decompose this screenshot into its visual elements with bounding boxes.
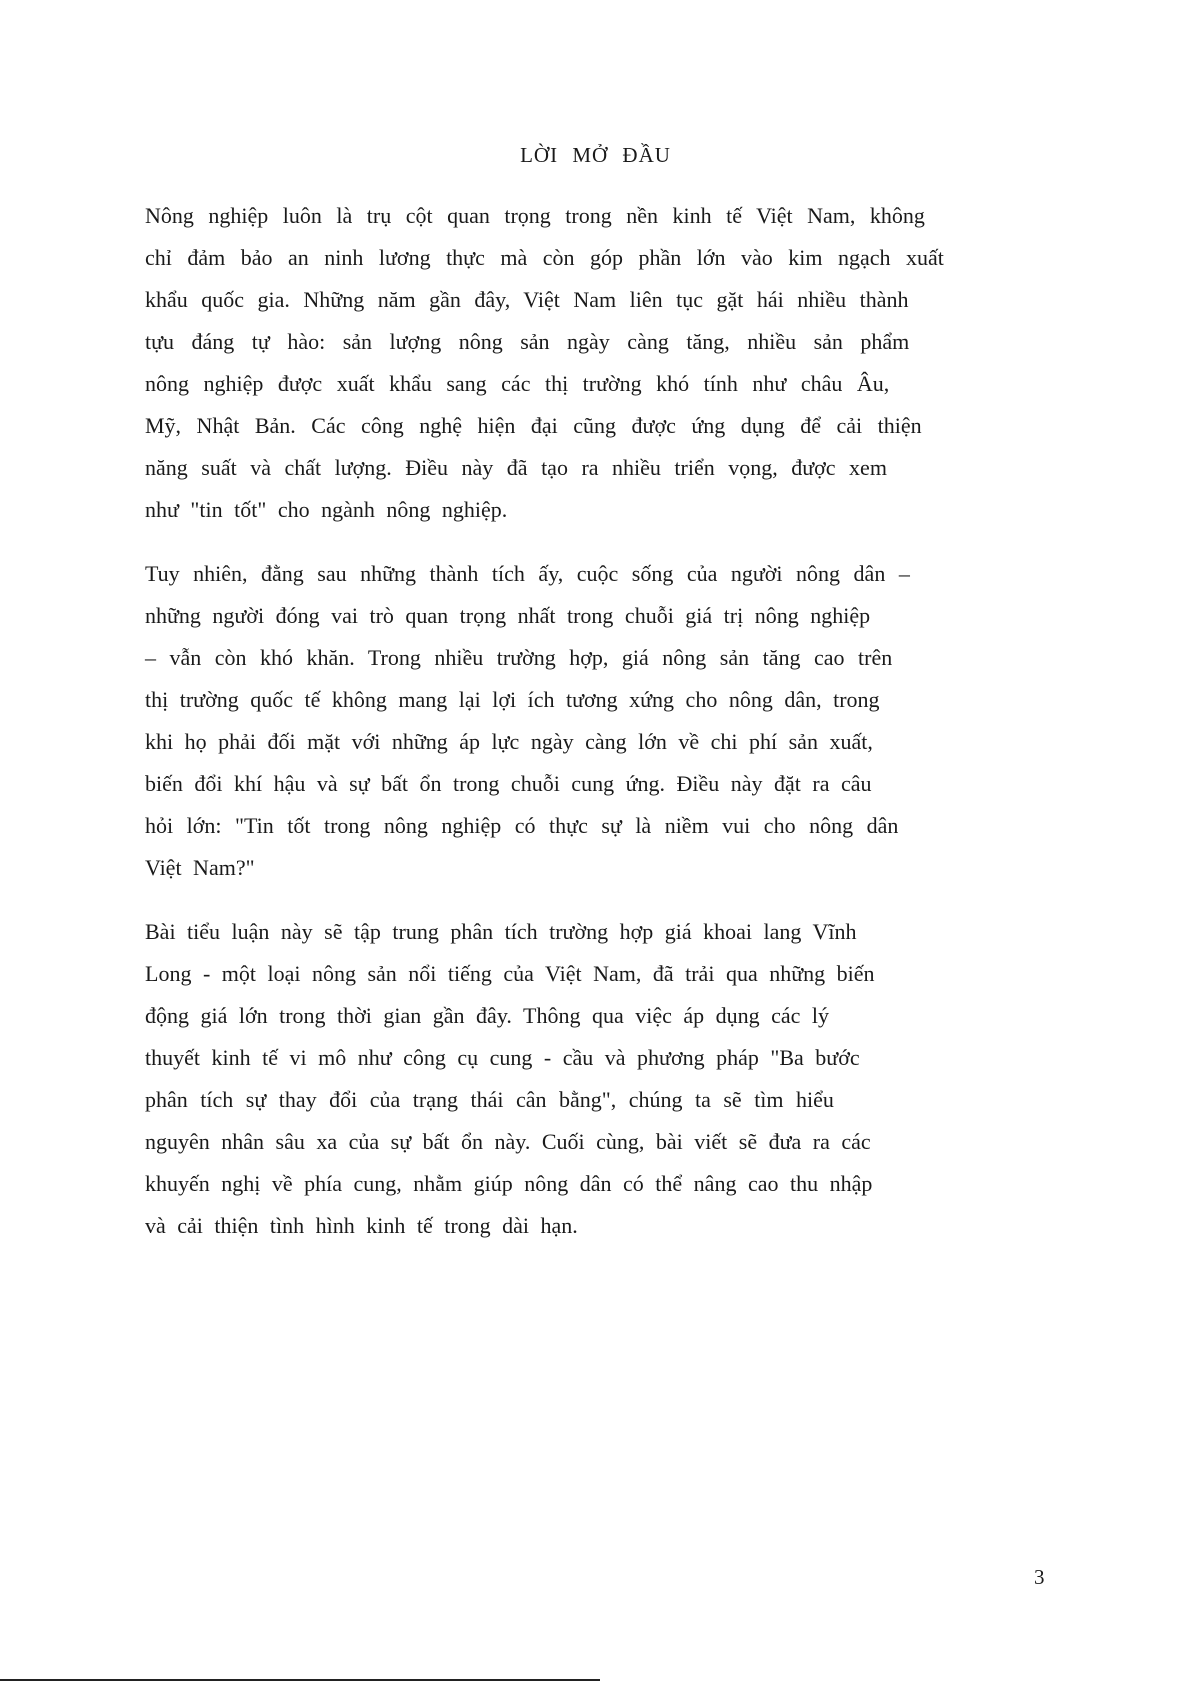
paragraph-line: – vẫn còn khó khăn. Trong nhiều trường hợp, giá nông sản tăng cao trên: [145, 645, 893, 670]
paragraph-line: khuyến nghị về phía cung, nhằm giúp nông dân có thể nâng cao thu nhập: [145, 1171, 873, 1196]
paragraph-line: biến đổi khí hậu và sự bất ổn trong chuỗi cung ứng. Điều này đặt ra câu: [145, 771, 872, 796]
paragraph-line: Tuy nhiên, đằng sau những thành tích ấy, cuộc sống của người nông dân –: [145, 561, 910, 586]
page-title: LỜI MỞ ĐẦU: [520, 143, 671, 167]
paragraph-line: Việt Nam?": [145, 855, 255, 880]
paragraph-line: Long - một loại nông sản nổi tiếng của Việt Nam, đã trải qua những biến: [145, 961, 875, 986]
paragraph-line: hỏi lớn: "Tin tốt trong nông nghiệp có thực sự là niềm vui cho nông dân: [145, 813, 899, 838]
paragraph-line: năng suất và chất lượng. Điều này đã tạo ra nhiều triển vọng, được xem: [145, 455, 887, 480]
paragraph-line: tựu đáng tự hào: sản lượng nông sản ngày càng tăng, nhiều sản phẩm: [145, 329, 910, 354]
paragraph-line: khẩu quốc gia. Những năm gần đây, Việt Nam liên tục gặt hái nhiều thành: [145, 287, 909, 312]
paragraph-line: những người đóng vai trò quan trọng nhất trong chuỗi giá trị nông nghiệp: [145, 603, 871, 628]
paragraph-line: phân tích sự thay đổi của trạng thái cân bằng", chúng ta sẽ tìm hiểu: [145, 1087, 834, 1112]
paragraph-line: và cải thiện tình hình kinh tế trong dài hạn.: [145, 1213, 578, 1238]
paragraph-line: thị trường quốc tế không mang lại lợi ích tương xứng cho nông dân, trong: [145, 687, 880, 712]
paragraph-line: động giá lớn trong thời gian gần đây. Thông qua việc áp dụng các lý: [145, 1003, 830, 1028]
paragraph-line: thuyết kinh tế vi mô như công cụ cung - cầu và phương pháp "Ba bước: [145, 1045, 860, 1070]
paragraph-line: chỉ đảm bảo an ninh lương thực mà còn góp phần lớn vào kim ngạch xuất: [145, 245, 944, 270]
bottom-divider: [0, 1679, 600, 1681]
paragraph-line: như "tin tốt" cho ngành nông nghiệp.: [145, 497, 508, 522]
paragraph-line: Bài tiểu luận này sẽ tập trung phân tích trường hợp giá khoai lang Vĩnh: [145, 919, 857, 944]
paragraph-intro: [145, 195, 1025, 531]
paragraph-line: nguyên nhân sâu xa của sự bất ổn này. Cuối cùng, bài viết sẽ đưa ra các: [145, 1129, 871, 1154]
paragraph-context: [145, 553, 1025, 889]
paragraph-line: Nông nghiệp luôn là trụ cột quan trọng trong nền kinh tế Việt Nam, không: [145, 203, 925, 228]
paragraph-line: nông nghiệp được xuất khẩu sang các thị trường khó tính như châu Âu,: [145, 371, 890, 396]
page-number: 3: [1034, 1565, 1045, 1589]
paragraph-line: Mỹ, Nhật Bản. Các công nghệ hiện đại cũng được ứng dụng để cải thiện: [145, 413, 922, 438]
paragraph-scope: [145, 911, 1025, 1247]
paragraph-line: khi họ phải đối mặt với những áp lực ngày càng lớn về chi phí sản xuất,: [145, 729, 873, 754]
